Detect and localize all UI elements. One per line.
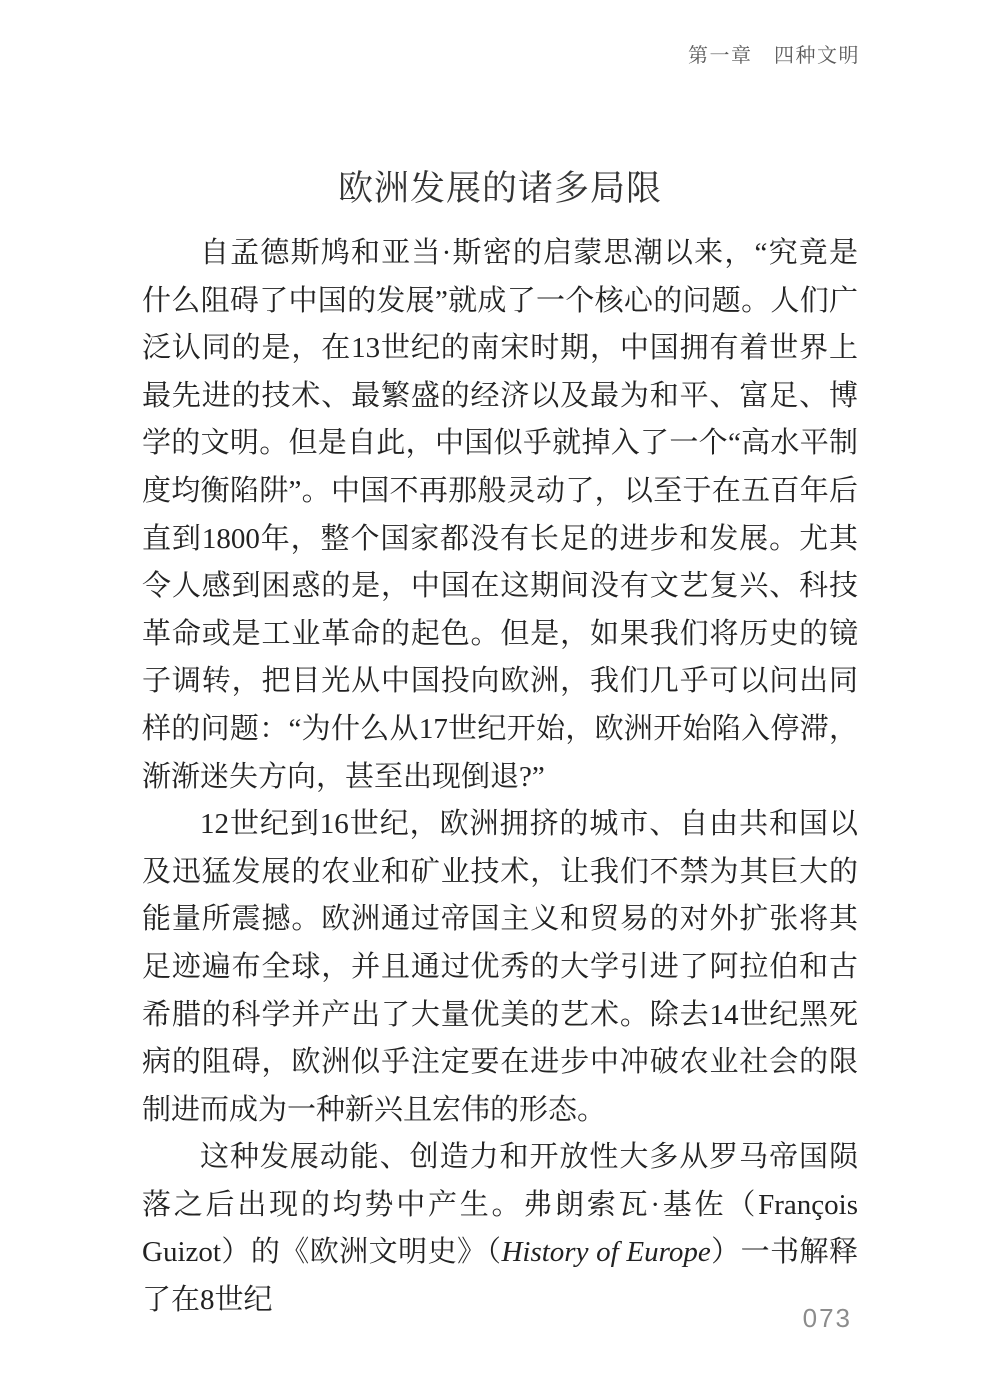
section-title: 欧洲发展的诸多局限: [337, 169, 662, 209]
paragraph-2: 12世纪到16世纪，欧洲拥挤的城市、自由共和国以及迅猛发展的农业和矿业技术，让我们不禁为其巨大的能量所震撼。欧洲通过帝国主义和贸易的对外扩张将其足迹遍布全球，并且通过优秀的大学引进了阿拉伯和古希腊的科学并产出了大量优美的艺术。除去14世纪黑死病的阻碍，欧洲似乎注定要在进步中冲破农业社会的限制进而成为一种新兴且宏伟的形态。: [142, 808, 858, 1126]
paragraph-1: 自孟德斯鸠和亚当·斯密的启蒙思潮以来，“究竟是什么阻碍了中国的发展”就成了一个核心的问题。人们广泛认同的是，在13世纪的南宋时期，中国拥有着世界上最先进的技术、最繁盛的经济以及最为和平、富足、博学的文明。但是自此，中国似乎就掉入了一个“高水平制度均衡陷阱”。中国不再那般灵动了，以至于在五百年后直到1800年，整个国家都没有长足的进步和发展。尤其令人感到困惑的是，中国在这期间没有文艺复兴、科技革命或是工业革命的起色。但是，如果我们将历史的镜子调转，把目光从中国投向欧洲，我们几乎可以问出同样的问题：“为什么从17世纪开始，欧洲开始陷入停滞，渐渐迷失方向，甚至出现倒退?”: [142, 237, 858, 793]
running-head-chapter: 第一章 四种文明: [688, 45, 860, 67]
paragraph-3-segment-italic-book-title: History of Europe: [501, 1236, 711, 1269]
paragraph-3-segment-normal: ）一书解释了在8世纪: [142, 1236, 858, 1317]
paragraph-3: [142, 1134, 858, 1324]
page-number: 073: [802, 1303, 852, 1333]
body-text: [142, 230, 858, 1325]
paragraph-3-segment-normal: 这种发展动能、创造力和开放性大多从罗马帝国陨落之后出现的均势中产生。弗朗索瓦·基佐（François Guizot）的《欧洲文明史》（: [142, 1141, 858, 1269]
